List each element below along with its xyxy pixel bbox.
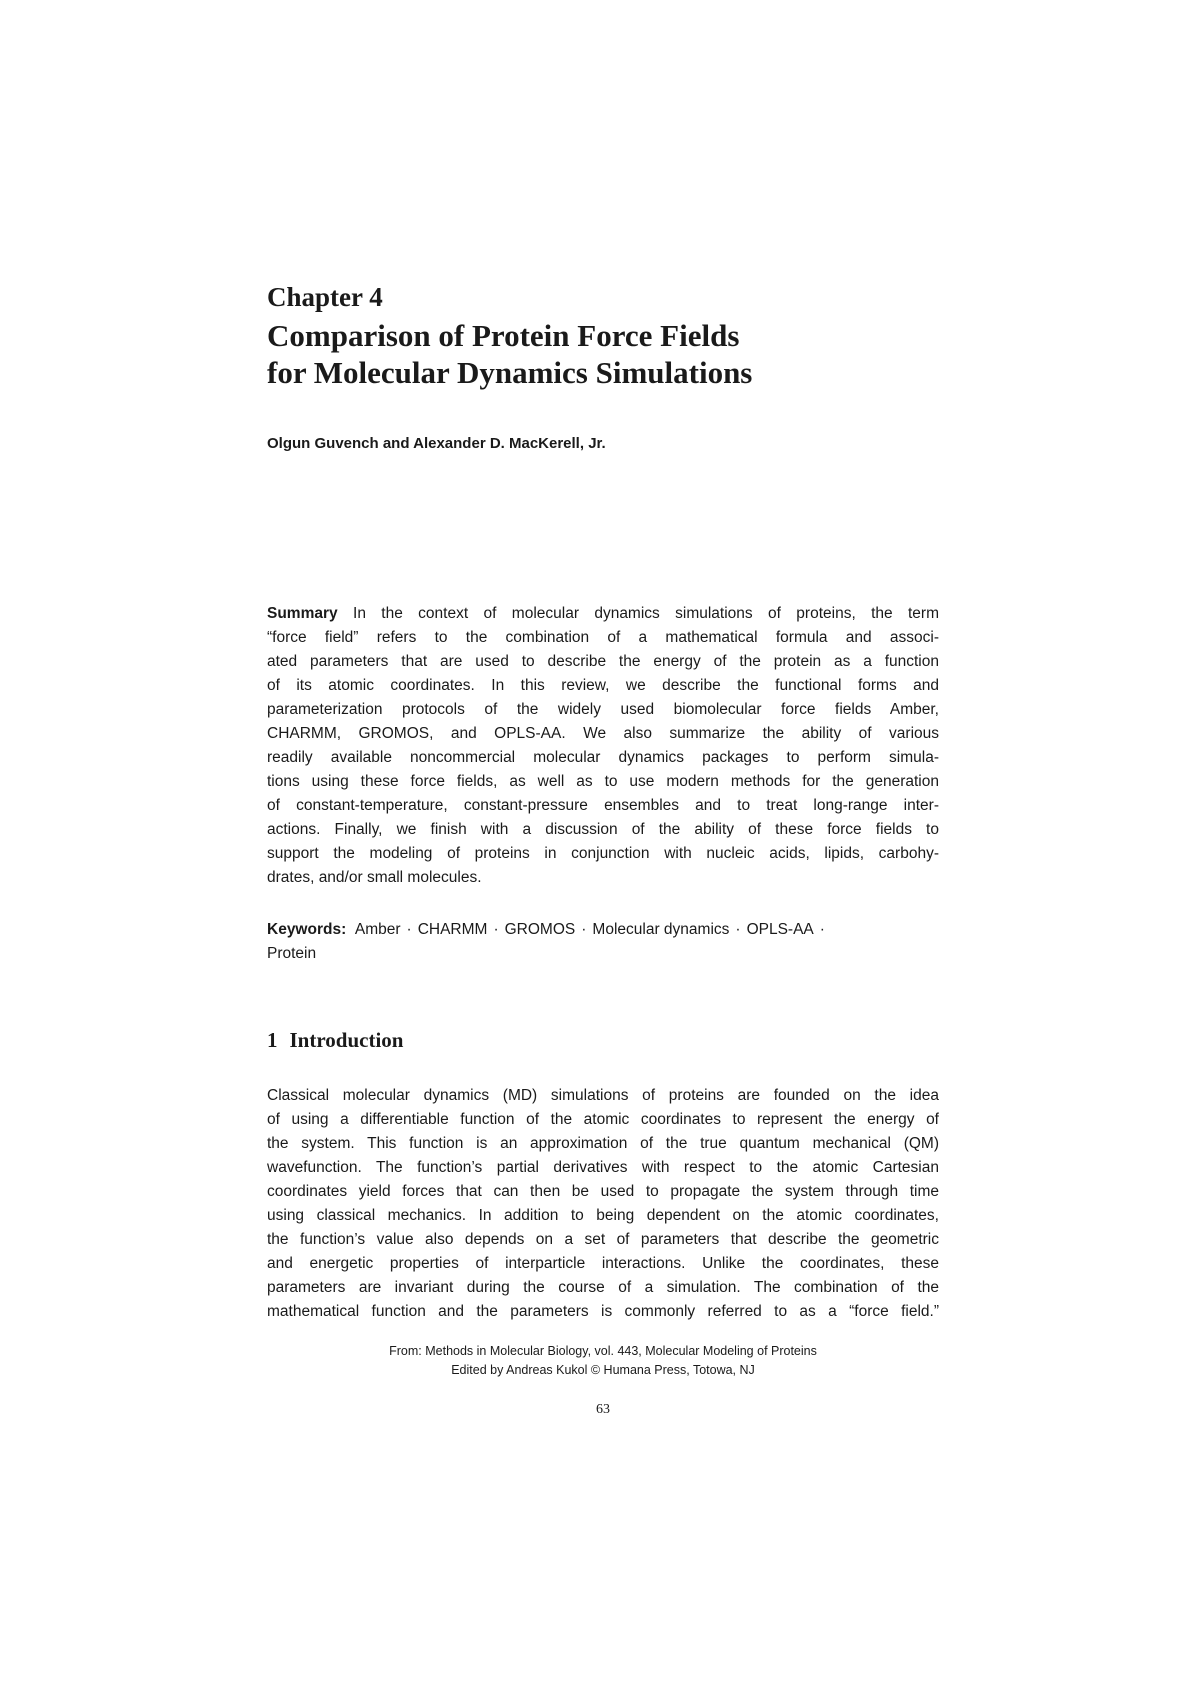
summary-paragraph: [267, 602, 939, 890]
summary-line: Summary In the context of molecular dynamics simulations of proteins, the term: [267, 605, 939, 622]
summary-line: of its atomic coordinates. In this review, we describe the functional forms and: [267, 677, 939, 694]
body-line: Classical molecular dynamics (MD) simulations of proteins are founded on the idea: [267, 1087, 939, 1104]
keyword: GROMOS: [504, 921, 576, 938]
section-title: Introduction: [289, 1028, 404, 1052]
body-line: mathematical function and the parameters is commonly referred to as a “force field.”: [267, 1303, 939, 1320]
keyword: Protein: [267, 945, 317, 962]
summary-line: CHARMM, GROMOS, and OPLS-AA. We also summarize the ability of various: [267, 725, 939, 742]
section-number: 1: [267, 1028, 278, 1052]
summary-line: of constant-temperature, constant-pressure ensembles and to treat long-range inter-: [267, 797, 939, 814]
source-footer: [267, 1342, 939, 1380]
chapter-label: Chapter 4: [267, 282, 383, 312]
source-line: From: Methods in Molecular Biology, vol. 443, Molecular Modeling of Proteins: [389, 1344, 817, 1358]
body-line: of using a differentiable function of the atomic coordinates to represent the energy of: [267, 1111, 939, 1128]
keyword-separator: ·: [735, 921, 741, 938]
section-heading: [267, 1026, 403, 1054]
summary-line: actions. Finally, we finish with a discussion of the ability of these force fields to: [267, 821, 939, 838]
chapter-title-line-2: for Molecular Dynamics Simulations: [267, 355, 753, 390]
summary-line: support the modeling of proteins in conjunction with nucleic acids, lipids, carbohy-: [267, 845, 939, 862]
keyword: Amber: [354, 921, 401, 938]
authors: Olgun Guvench and Alexander D. MacKerell, Jr.: [267, 435, 606, 452]
keyword-separator: ·: [406, 921, 412, 938]
keyword-separator: ·: [493, 921, 499, 938]
body-line: the function’s value also depends on a set of parameters that describe the geometric: [267, 1231, 939, 1248]
body-line: the system. This function is an approximation of the true quantum mechanical (QM): [267, 1135, 939, 1152]
keyword: CHARMM: [417, 921, 488, 938]
body-line: using classical mechanics. In addition to being dependent on the atomic coordinates,: [267, 1207, 939, 1224]
summary-line: drates, and/or small molecules.: [267, 869, 482, 886]
keywords-label: Keywords:: [267, 921, 347, 938]
keyword: Molecular dynamics: [592, 921, 730, 938]
chapter-title-line-1: Comparison of Protein Force Fields: [267, 318, 740, 353]
summary-line: readily available noncommercial molecular dynamics packages to perform simula-: [267, 749, 939, 766]
page-number: 63: [596, 1402, 610, 1417]
keyword-separator: ·: [819, 921, 825, 938]
introduction-paragraph: [267, 1084, 939, 1324]
chapter-title: [267, 317, 967, 391]
summary-line: “force field” refers to the combination of a mathematical formula and associ-: [267, 629, 939, 646]
summary-label: Summary: [267, 605, 338, 622]
keywords: [267, 918, 939, 966]
body-line: wavefunction. The function’s partial derivatives with respect to the atomic Cartesian: [267, 1159, 939, 1176]
body-line: parameters are invariant during the course of a simulation. The combination of the: [267, 1279, 939, 1296]
summary-line: ated parameters that are used to describe the energy of the protein as a function: [267, 653, 939, 670]
editor-line: Edited by Andreas Kukol © Humana Press, Totowa, NJ: [451, 1363, 755, 1377]
keyword: OPLS-AA: [746, 921, 814, 938]
body-line: coordinates yield forces that can then be used to propagate the system through time: [267, 1183, 939, 1200]
summary-line: tions using these force fields, as well as to use modern methods for the generation: [267, 773, 939, 790]
body-line: and energetic properties of interparticle interactions. Unlike the coordinates, these: [267, 1255, 939, 1272]
keyword-separator: ·: [581, 921, 587, 938]
summary-line: parameterization protocols of the widely used biomolecular force fields Amber,: [267, 701, 939, 718]
